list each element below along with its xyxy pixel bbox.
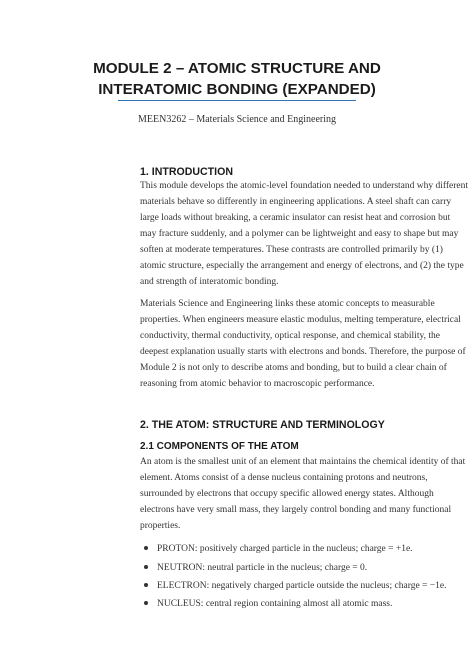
paragraph-line: Module 2 is not only to describe atoms and bonding, but to build a clear chain of: [140, 363, 447, 373]
paragraph-line: deepest explanation usually starts with electrons and bonds. Therefore, the purpose of: [140, 347, 466, 357]
title-line: INTERATOMIC BONDING (EXPANDED): [98, 81, 376, 98]
paragraph-line: reasoning from atomic behavior to macroscopic performance.: [140, 379, 375, 389]
paragraph-line: soften at moderate temperatures. These contrasts are controlled primarily by (1): [140, 245, 443, 255]
subsection-heading-components: 2.1 COMPONENTS OF THE ATOM: [140, 441, 299, 452]
document-title: [70, 58, 404, 100]
section-heading-atom: 2. THE ATOM: STRUCTURE AND TERMINOLOGY: [140, 419, 385, 431]
paragraph-line: conductivity, thermal conductivity, optical response, and chemical stability, the: [140, 331, 440, 341]
list-item-text: NEUTRON: neutral particle in the nucleus; charge = 0.: [157, 563, 368, 573]
paragraph-line: An atom is the smallest unit of an element that maintains the chemical identity of that: [140, 457, 466, 467]
bullet-icon: [144, 546, 148, 550]
paragraph-line: may fracture suddenly, and a polymer can be lightweight and easy to shape but may: [140, 229, 459, 239]
bullet-icon: [144, 565, 148, 569]
title-line: MODULE 2 – ATOMIC STRUCTURE AND: [93, 60, 381, 77]
paragraph-line: Materials Science and Engineering links these atomic concepts to measurable: [140, 299, 435, 309]
paragraph-line: element. Atoms consist of a dense nucleus containing protons and neutrons,: [140, 473, 428, 483]
bullet-icon: [144, 583, 148, 587]
paragraph-line: properties.: [140, 521, 181, 531]
list-item: [140, 598, 392, 610]
paragraph-line: and strength of interatomic bonding.: [140, 277, 279, 287]
paragraph-line: surrounded by electrons that occupy specific allowed energy states. Although: [140, 489, 434, 499]
paragraph-line: This module develops the atomic-level foundation needed to understand why different: [140, 181, 469, 191]
list-item-text: PROTON: positively charged particle in the nucleus; charge = +1e.: [157, 544, 413, 554]
list-item-text: ELECTRON: negatively charged particle outside the nucleus; charge = −1e.: [157, 581, 447, 591]
bullet-icon: [144, 601, 148, 605]
list-item-text: NUCLEUS: central region containing almost all atomic mass.: [157, 599, 393, 609]
paragraph-line: atomic structure, especially the arrangement and energy of electrons, and (2) the type: [140, 261, 464, 271]
paragraph-line: electrons have very small mass, they largely control bonding and many functional: [140, 505, 452, 515]
paragraph-line: properties. When engineers measure elastic modulus, melting temperature, electrical: [140, 315, 461, 325]
paragraph-line: large loads without breaking, a ceramic insulator can resist heat and corrosion but: [140, 213, 451, 223]
list-item: [140, 543, 413, 555]
section-heading-introduction: 1. INTRODUCTION: [140, 166, 233, 178]
document-subtitle: MEEN3262 – Materials Science and Engineering: [138, 114, 336, 125]
list-item: [140, 580, 446, 592]
list-item: [140, 562, 367, 574]
title-underline: [118, 100, 356, 101]
paragraph-line: materials behave so differently in engineering applications. A steel shaft can carry: [140, 197, 452, 207]
